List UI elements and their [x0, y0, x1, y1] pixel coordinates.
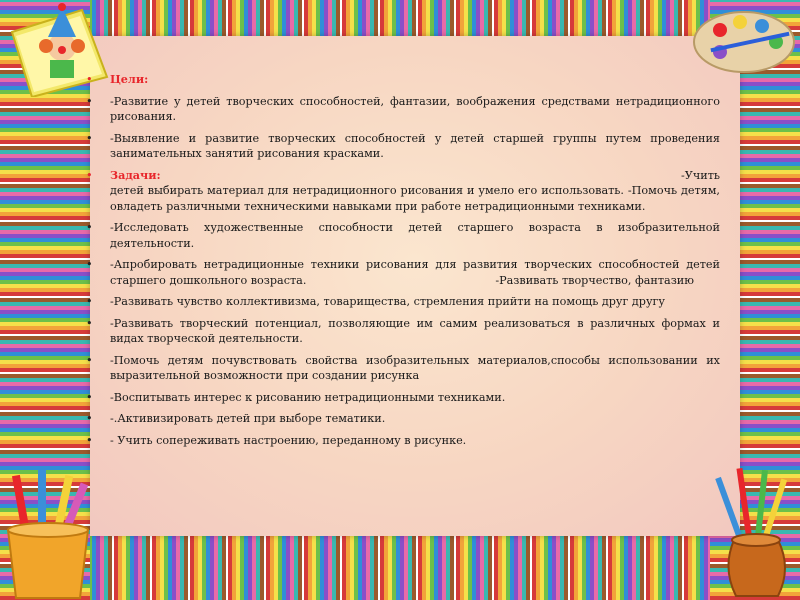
list-item [86, 94, 720, 125]
list-item [86, 411, 720, 427]
bullet: • [86, 258, 93, 271]
task-item-activate: -.Активизировать детей при выборе тематики. [110, 412, 386, 425]
task-item-empathy: - Учить сопереживать настроению, переданному в рисунке. [110, 433, 467, 447]
bullet: • [86, 131, 93, 145]
goals-heading: Цели: [110, 72, 149, 86]
list-item [86, 316, 720, 347]
task-item-first-rest: детей выбирать материал для нетрадиционного рисования и умело его использовать. -Помочь детям, овладеть различными техническими навыками при работе нетрадиционными техниками. [110, 184, 720, 213]
task-item-materials: -Помочь детям почувствовать свойства изобразительных материалов,способы использовании их выразительной возможности при создании рисунка [110, 353, 720, 382]
list-item [86, 353, 720, 384]
list-item [86, 131, 720, 162]
task-item-research: -Исследовать художественные способности детей старшего возраста в изобразительной деятельности. [110, 221, 720, 250]
bullet: • [86, 390, 93, 404]
task-item-approbate: -Апробировать нетрадиционные техники рисования для развития творческих способностей детей старшего дошкольного возраста. [110, 258, 720, 287]
goal-item-1: -Развитие у детей творческих способностей, фантазии, воображения средствами нетрадиционного рисования. [110, 94, 720, 123]
tasks-heading: Задачи: [110, 167, 161, 182]
pencil-cup-icon [0, 470, 100, 600]
bullet: • [86, 433, 93, 447]
paint-palette-icon [690, 4, 798, 76]
bullet: • [86, 412, 93, 425]
text-content [86, 72, 720, 454]
task-item-approbate-right: -Развивать творчество, фантазию [495, 273, 694, 287]
list-item [86, 220, 720, 251]
task-item-collectivism: -Развивать чувство коллективизма, товарищества, стремления прийти на помощь друг другу [110, 295, 665, 308]
list-item [86, 257, 720, 288]
bullet: • [86, 316, 93, 330]
bullet: • [86, 73, 93, 86]
list-item [86, 390, 720, 406]
goals-heading-item [86, 72, 720, 88]
bullet: • [86, 221, 93, 234]
task-item-interest: -Воспитывать интерес к рисованию нетрадиционными техниками. [110, 390, 506, 404]
bullet: • [86, 353, 93, 367]
paintbrush-jar-icon [712, 468, 800, 600]
bullet: • [86, 168, 93, 182]
task-item-first-right: -Учить [681, 168, 720, 182]
list-item [86, 433, 720, 449]
tasks-heading-item [86, 168, 720, 215]
goal-item-2: -Выявление и развитие творческих способностей у детей старшей группы путем проведения занимательных занятий рисования красками. [110, 131, 720, 160]
bullet: • [86, 94, 93, 108]
task-item-potential: -Развивать творческий потенциал, позволяющие им самим реализоваться в различных формах и видах творческой деятельности. [110, 316, 720, 345]
list-item [86, 294, 720, 310]
bullet: • [86, 295, 93, 308]
